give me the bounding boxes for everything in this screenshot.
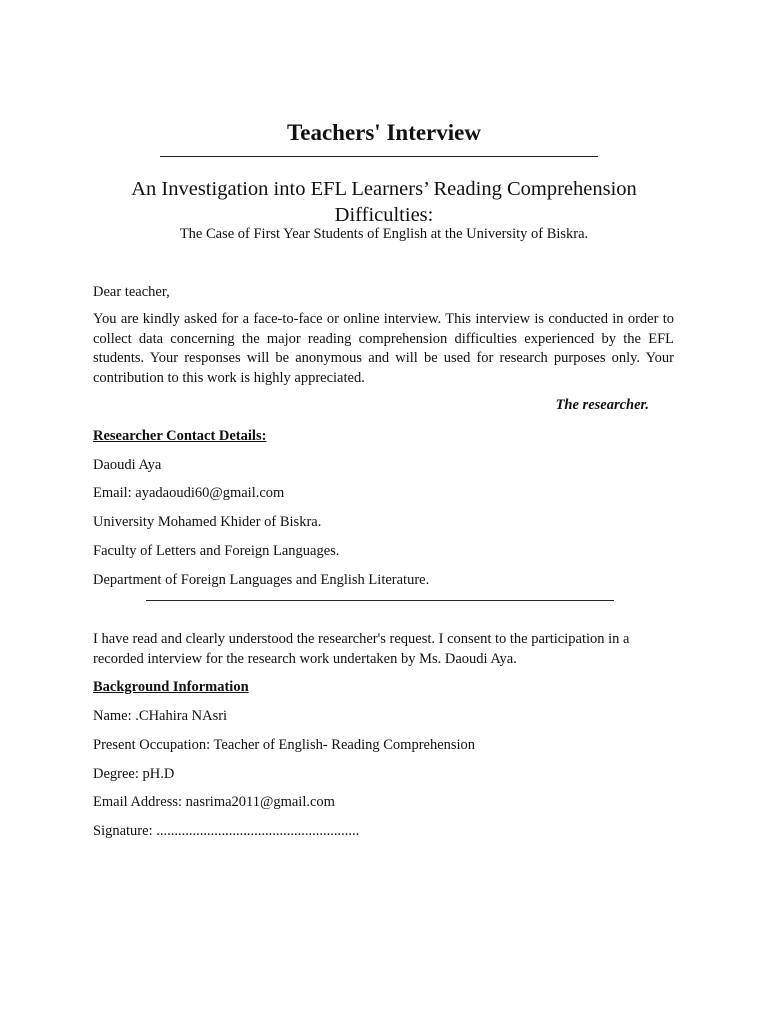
study-case-line: The Case of First Year Students of English at the University of Biskra. <box>179 226 589 242</box>
contact-faculty: Faculty of Letters and Foreign Languages. <box>93 543 340 559</box>
background-occupation: Present Occupation: Teacher of English- Reading Comprehension <box>93 737 476 753</box>
title-divider <box>160 156 598 157</box>
contact-university: University Mohamed Khider of Biskra. <box>93 514 322 530</box>
contact-email: Email: ayadaoudi60@gmail.com <box>93 485 285 501</box>
study-title: An Investigation into EFL Learners’ Reading Comprehension Difficulties: <box>131 178 637 226</box>
intro-paragraph: You are kindly asked for a face-to-face or online interview. This interview is conducted in order to collect data concerning the major reading comprehension difficulties experienced by the EFL students. Your responses will be anonymous and will be used for research purposes only. Your contribution to this work is highly appreciated. <box>93 311 674 386</box>
document-title: Teachers' Interview <box>287 120 481 145</box>
researcher-signoff: The researcher. <box>555 397 649 413</box>
contact-name: Daoudi Aya <box>93 457 162 473</box>
background-degree: Degree: pH.D <box>93 766 175 782</box>
greeting: Dear teacher, <box>93 284 170 300</box>
consent-paragraph: I have read and clearly understood the researcher's request. I consent to the participation in a recorded interview for the research work undertaken by Ms. Daoudi Aya. <box>93 631 630 667</box>
background-heading: Background Information <box>93 679 249 695</box>
background-name: Name: .CHahira NAsri <box>93 708 228 724</box>
background-email: Email Address: nasrima2011@gmail.com <box>93 794 335 810</box>
section-divider <box>146 600 614 601</box>
contact-department: Department of Foreign Languages and English Literature. <box>93 572 430 588</box>
contact-heading: Researcher Contact Details: <box>93 428 267 444</box>
signature-line: Signature: ........................................................ <box>93 823 360 839</box>
